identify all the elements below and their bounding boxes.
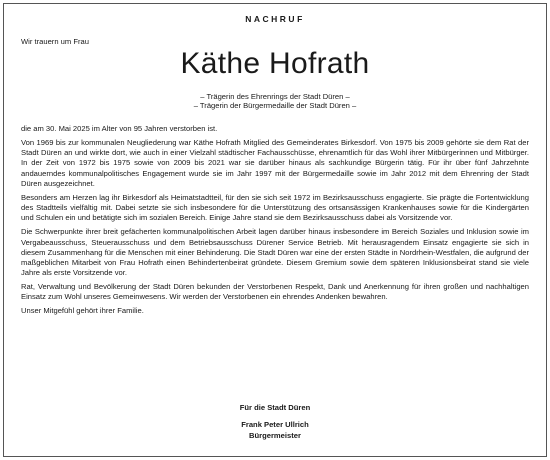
intro-line: Wir trauern um Frau [21, 37, 89, 46]
signoff-city: Für die Stadt Düren [239, 403, 311, 412]
career-paragraph: Von 1969 bis zur kommunalen Neugliederung war Käthe Hofrath Mitglied des Gemeinderates Birkesdorf. Von 1975 bis 2009 gehörte sie dem Rat der Stadt Düren an und wirkte dort, wie auch in einer Vielzahl städtischer Fachausschüsse, ehrenamtlich für das Wohl ihrer Mitbürgerinnen und Mitbürger. In der Zeit von 1972 bis 1975 sowie von 2009 bis 2021 war sie darüber hinaus als sachkundige Bürgerin tätig. Für ihr über fünf Jahrzehnte andauerndes kommunalpolitisches Engagement wurde sie im Jahr 1997 mit der Bürgermedaille sowie im Jahr 2012 mit dem Ehrenring der Stadt Düren ausgezeichnet. [21, 138, 529, 188]
honors-block [0, 92, 550, 111]
honor-buergermedaille: – Trägerin der Bürgermedaille der Stadt Düren – [193, 101, 357, 111]
obituary-body [21, 124, 529, 321]
gratitude-paragraph: Rat, Verwaltung und Bevölkerung der Stadt Düren bekunden der Verstorbenen Respekt, Dank und Anerkennung für ihren großen und nachhaltigen Einsatz zum Wohl unseres Gemeinwesens. Wir werden der Verstorbenen ein ehrendes Andenken bewahren. [21, 282, 529, 302]
deceased-name: Käthe Hofrath [180, 47, 370, 80]
signer-role: Bürgermeister [249, 430, 301, 440]
death-date-paragraph: die am 30. Mai 2025 im Alter von 95 Jahren verstorben ist. [21, 124, 218, 133]
signoff-signature [0, 420, 550, 441]
focus-areas-paragraph: Die Schwerpunkte ihrer breit gefächerten kommunalpolitischen Arbeit lagen darüber hinaus insbesondere im Bereich Soziales und Inklusion sowie im Vergabeausschuss, Steuerausschuss und dem Betriebsausschuss Dürener Service Betrieb. Mit herausragendem Einsatz engagierte sie sich in diesem Zusammenhang für die Menschen mit einer Behinderung. Die Stadt Düren war eine der ersten Städte in Nordrhein-Westfalen, die aufgrund der maßgeblichen Mitarbeit von Frau Hofrath einen Behindertenbeirat gründete. Diesem Gremium sowie dem späteren Inklusionsbeirat stand sie viele Jahre als erste Vorsitzende vor. [21, 227, 529, 277]
notice-heading: NACHRUF [245, 14, 305, 24]
honor-ehrenring: – Trägerin des Ehrenrings der Stadt Düren – [200, 92, 350, 101]
signer-name: Frank Peter Ullrich [241, 420, 309, 429]
condolence-paragraph: Unser Mitgefühl gehört ihrer Familie. [21, 306, 144, 316]
birkesdorf-paragraph: Besonders am Herzen lag ihr Birkesdorf als Heimatstadtteil, für den sie sich seit 1972 im Bezirksausschuss engagierte. Sie prägte die Fortentwicklung des Stadtteils vielfältig mit. Dabei setzte sie sich insbesondere für die Unterstützung des ortsansässigen Krankenhauses sowie für die Kindergärten und Schulen ein und betätigte sich im sozialen Bereich. Einige Jahre stand sie dem Bezirksausschuss dabei als Vorsitzende vor. [21, 192, 529, 223]
